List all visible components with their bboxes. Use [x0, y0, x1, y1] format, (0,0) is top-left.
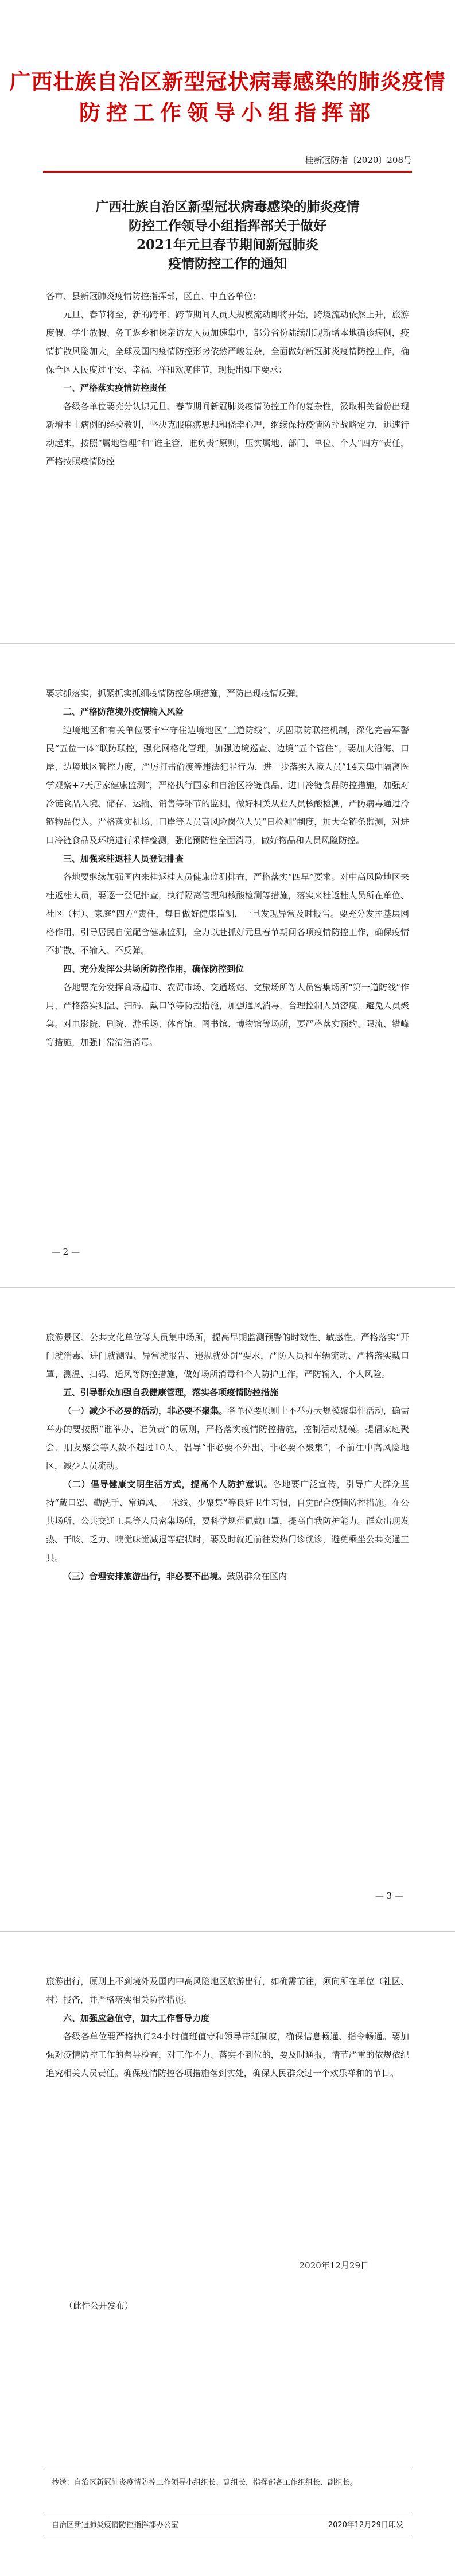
section2-heading: 二、严格防范境外疫情输入风险 — [63, 707, 184, 717]
page2-body — [46, 684, 409, 1052]
signing-date: 2020年12月29日 — [299, 2260, 369, 2271]
section5-1-body: 各单位要原则上不举办大规模聚集性活动，确需举办的要按照“谁举办、谁负责”的原则，严格落实疫情防控措施，控制活动规模。提倡家庭聚会、朋友聚会等人数不超过10人，倡导“非必要不外出、非必要不聚集”，不前往中高风险地区，减少人员流动。 — [46, 1406, 409, 1471]
page-3 — [0, 1288, 455, 1932]
section6-text: 各级各单位要严格执行24小时值班值守和领导带班制度，确保信息畅通、指令畅通。要加强对疫情防控工作的督导检查，对工作不力、落实不到位的，要及时通报，情节严重的依规依纪追究相关人员责任。确保疫情防控各项措施落到实处，确保人民群众过一个欢乐祥和的节日。 — [46, 2031, 409, 2078]
page-4 — [0, 1932, 455, 2576]
salutation: 各市、县新冠肺炎疫情防控指挥部，区直、中直各单位： — [46, 291, 262, 301]
org-title-line1: 广西壮族自治区新型冠状病毒感染的肺炎疫情 — [9, 69, 446, 94]
section5-heading: 五、引导群众加强自我健康管理，落实各项疫情防控措施 — [63, 1387, 279, 1398]
section4-text: 各地要充分发挥商场超市、农贸市场、交通场站、文旅场所等人员密集场所“第一道防线”作用，严格落实测温、扫码、戴口罩等防控措施，加强通风消毒，合理控制人员密度，避免人员聚集。对电影院、剧院、游乐场、体育馆、图书馆、博物馆等场所，要严格落实预约、限流、错峰等措施，加强日常清洁消毒。 — [46, 982, 409, 1048]
section1-text: 各级各单位要充分认识元旦、春节期间新冠肺炎疫情防控工作的复杂性，汲取相关省份出现新增本土病例的经验教训，坚决克服麻痹思想和侥幸心理，继续保持疫情防控战略定力，迅速行动起来，按照“属地管理”和“谁主管、谁负责”原则，压实属地、部门、单位、个人“四方”责任，严格按照疫情防控 — [46, 401, 409, 467]
public-release-note: （此件公开发布） — [64, 2300, 134, 2311]
section3-heading: 三、加强来桂返桂人员登记排查 — [63, 854, 184, 864]
document-number: 桂新冠防指〔2020〕208号 — [305, 155, 412, 165]
section5-2-heading: （二）倡导健康文明生活方式，提高个人防护意识。 — [63, 1479, 273, 1489]
section5-continued: 旅游出行，原则上不到境外及国内中高风险地区旅游出行，如确需前往，须向所在单位（社区、村）报备，并严格落实相关防控措施。 — [46, 1976, 409, 2005]
section4-continued: 旅游景区、公共文化单位等人员集中场所，提高早期监测预警的时效性、敏感性。严格落实“开门就消毒、进门就测温、异常就报告、违规就处罚”要求，严防人员和车辆流动、严格落实戴口罩、测温、扫码、通风等防控措施，做好场所消毒和个人防护工作，严防输入、个人风险。 — [46, 1332, 409, 1379]
title-line2: 防控工作领导小组指挥部关于做好 — [129, 218, 326, 234]
title-line3: 2021年元旦春节期间新冠肺炎 — [136, 237, 318, 253]
document-title — [46, 197, 409, 273]
page-number: — 2 — — [52, 1247, 80, 1257]
section1-heading: 一、严格落实疫情防控责任 — [63, 383, 167, 393]
section5-3-text — [46, 1567, 409, 1585]
section5-3-body: 鼓励群众在区内 — [227, 1571, 287, 1581]
red-header-rule — [43, 171, 412, 173]
title-line1: 广西壮族自治区新型冠状病毒感染的肺炎疫情 — [95, 199, 360, 215]
page1-body — [46, 287, 409, 471]
section2-text: 边境地区和有关单位要牢牢守住边境地区“三道防线”，巩固联防联控机制，深化完善军警民“五位一体”联防联控，强化网格化管理，加强边境巡查、边境“五个管住”，要加大沿海、口岸、边境地区管控力度，严厉打击偷渡等违法犯罪行为，进一步落实入境人员“14天集中隔离医学观察+7天居家健康监测”，严格执行国家和自治区冷链食品、进口冷链食品防控措施，加强对冷链食品入境、储存、运输、销售等环节的监测，做好相关从业人员核酸检测，严防病毒通过冷链物品传入。严格落实机场、口岸等人员高风险岗位人员“日检测”制度，加大全链条监测，对进口冷链食品及环境进行采样检测，强化预防性全面消毒，做好物品和人员风险防控。 — [46, 725, 409, 845]
issuing-office: 自治区新冠肺炎疫情防控指挥部办公室 — [52, 2521, 179, 2530]
org-title-line2: 防控工作领导小组指挥部 — [79, 100, 376, 125]
section5-1-text — [46, 1402, 409, 1475]
title-line4: 疫情防控工作的通知 — [168, 256, 287, 271]
section4-heading: 四、充分发挥公共场所防控作用，确保防控到位 — [63, 964, 244, 974]
page-number: — 3 — — [375, 1891, 403, 1901]
section5-1-heading: （一）减少不必要的活动，非必要不聚集。 — [63, 1406, 228, 1416]
page-1 — [0, 0, 455, 644]
section5-2-body: 各地要广泛宣传，引导广大群众坚持“戴口罩、勤洗手、常通风、一米线、少聚集”等良好卫生习惯，自觉配合疫情防控措施。在公共场所、公共交通工具等人员密集场所，要科学规范佩戴口罩，提高自我防护能力。群众出现发热、干咳、乏力、嗅觉味觉减退等症状时，要及时就近前往发热门诊就诊，避免乘坐公共交通工具。 — [46, 1479, 409, 1563]
section5-3-heading: （三）合理安排旅游出行，非必要不出境。 — [63, 1571, 227, 1581]
section5-2-text — [46, 1475, 409, 1567]
section6-heading: 六、加强应急值守，加大工作督导力度 — [63, 2013, 210, 2023]
page3-body — [46, 1328, 409, 1585]
page4-body — [46, 1972, 409, 2082]
intro-paragraph: 元旦、春节将至，新的跨年、跨节期间人员大规模流动即将开始，跨境流动依然上升，旅游度假、学生放假、务工返乡和探亲访友人员加速集中，部分省份陆续出现新增本地确诊病例，疫情扩散风险加大，全球及国内疫情防控形势依然严峻复杂，全面做好新冠肺炎疫情防控工作，确保全区人民度过平安、幸福、祥和欢度佳节，现提出如下要求： — [46, 309, 409, 375]
issue-date: 2020年12月29日印发 — [328, 2521, 403, 2530]
page-2 — [0, 644, 455, 1288]
section1-continued: 要求抓落实，抓紧抓实抓细疫情防控各项措施，严防出现疫情反弹。 — [46, 688, 305, 699]
cc-list: 抄送：自治区新冠肺炎疫情防控工作领导小组组长、副组长，指挥部各工作组组长、副组长。 — [52, 2478, 358, 2487]
section3-text: 各地要继续加强国内来桂返桂人员健康监测排查，严格落实“四早”要求。对中高风险地区来桂返桂人员，要逐一登记排查，执行隔离管理和核酸检测等措施，落实来桂返桂人员所在单位、社区（村）、家庭“四方”责任，每日做好健康监测，一旦发现异常及时报告。要充分发挥基层网格作用，引导居民自觉配合健康监测，全力以赴抓好元旦春节期间各项疫情防控工作，确保疫情不扩散、不输入、不反弹。 — [46, 872, 409, 956]
